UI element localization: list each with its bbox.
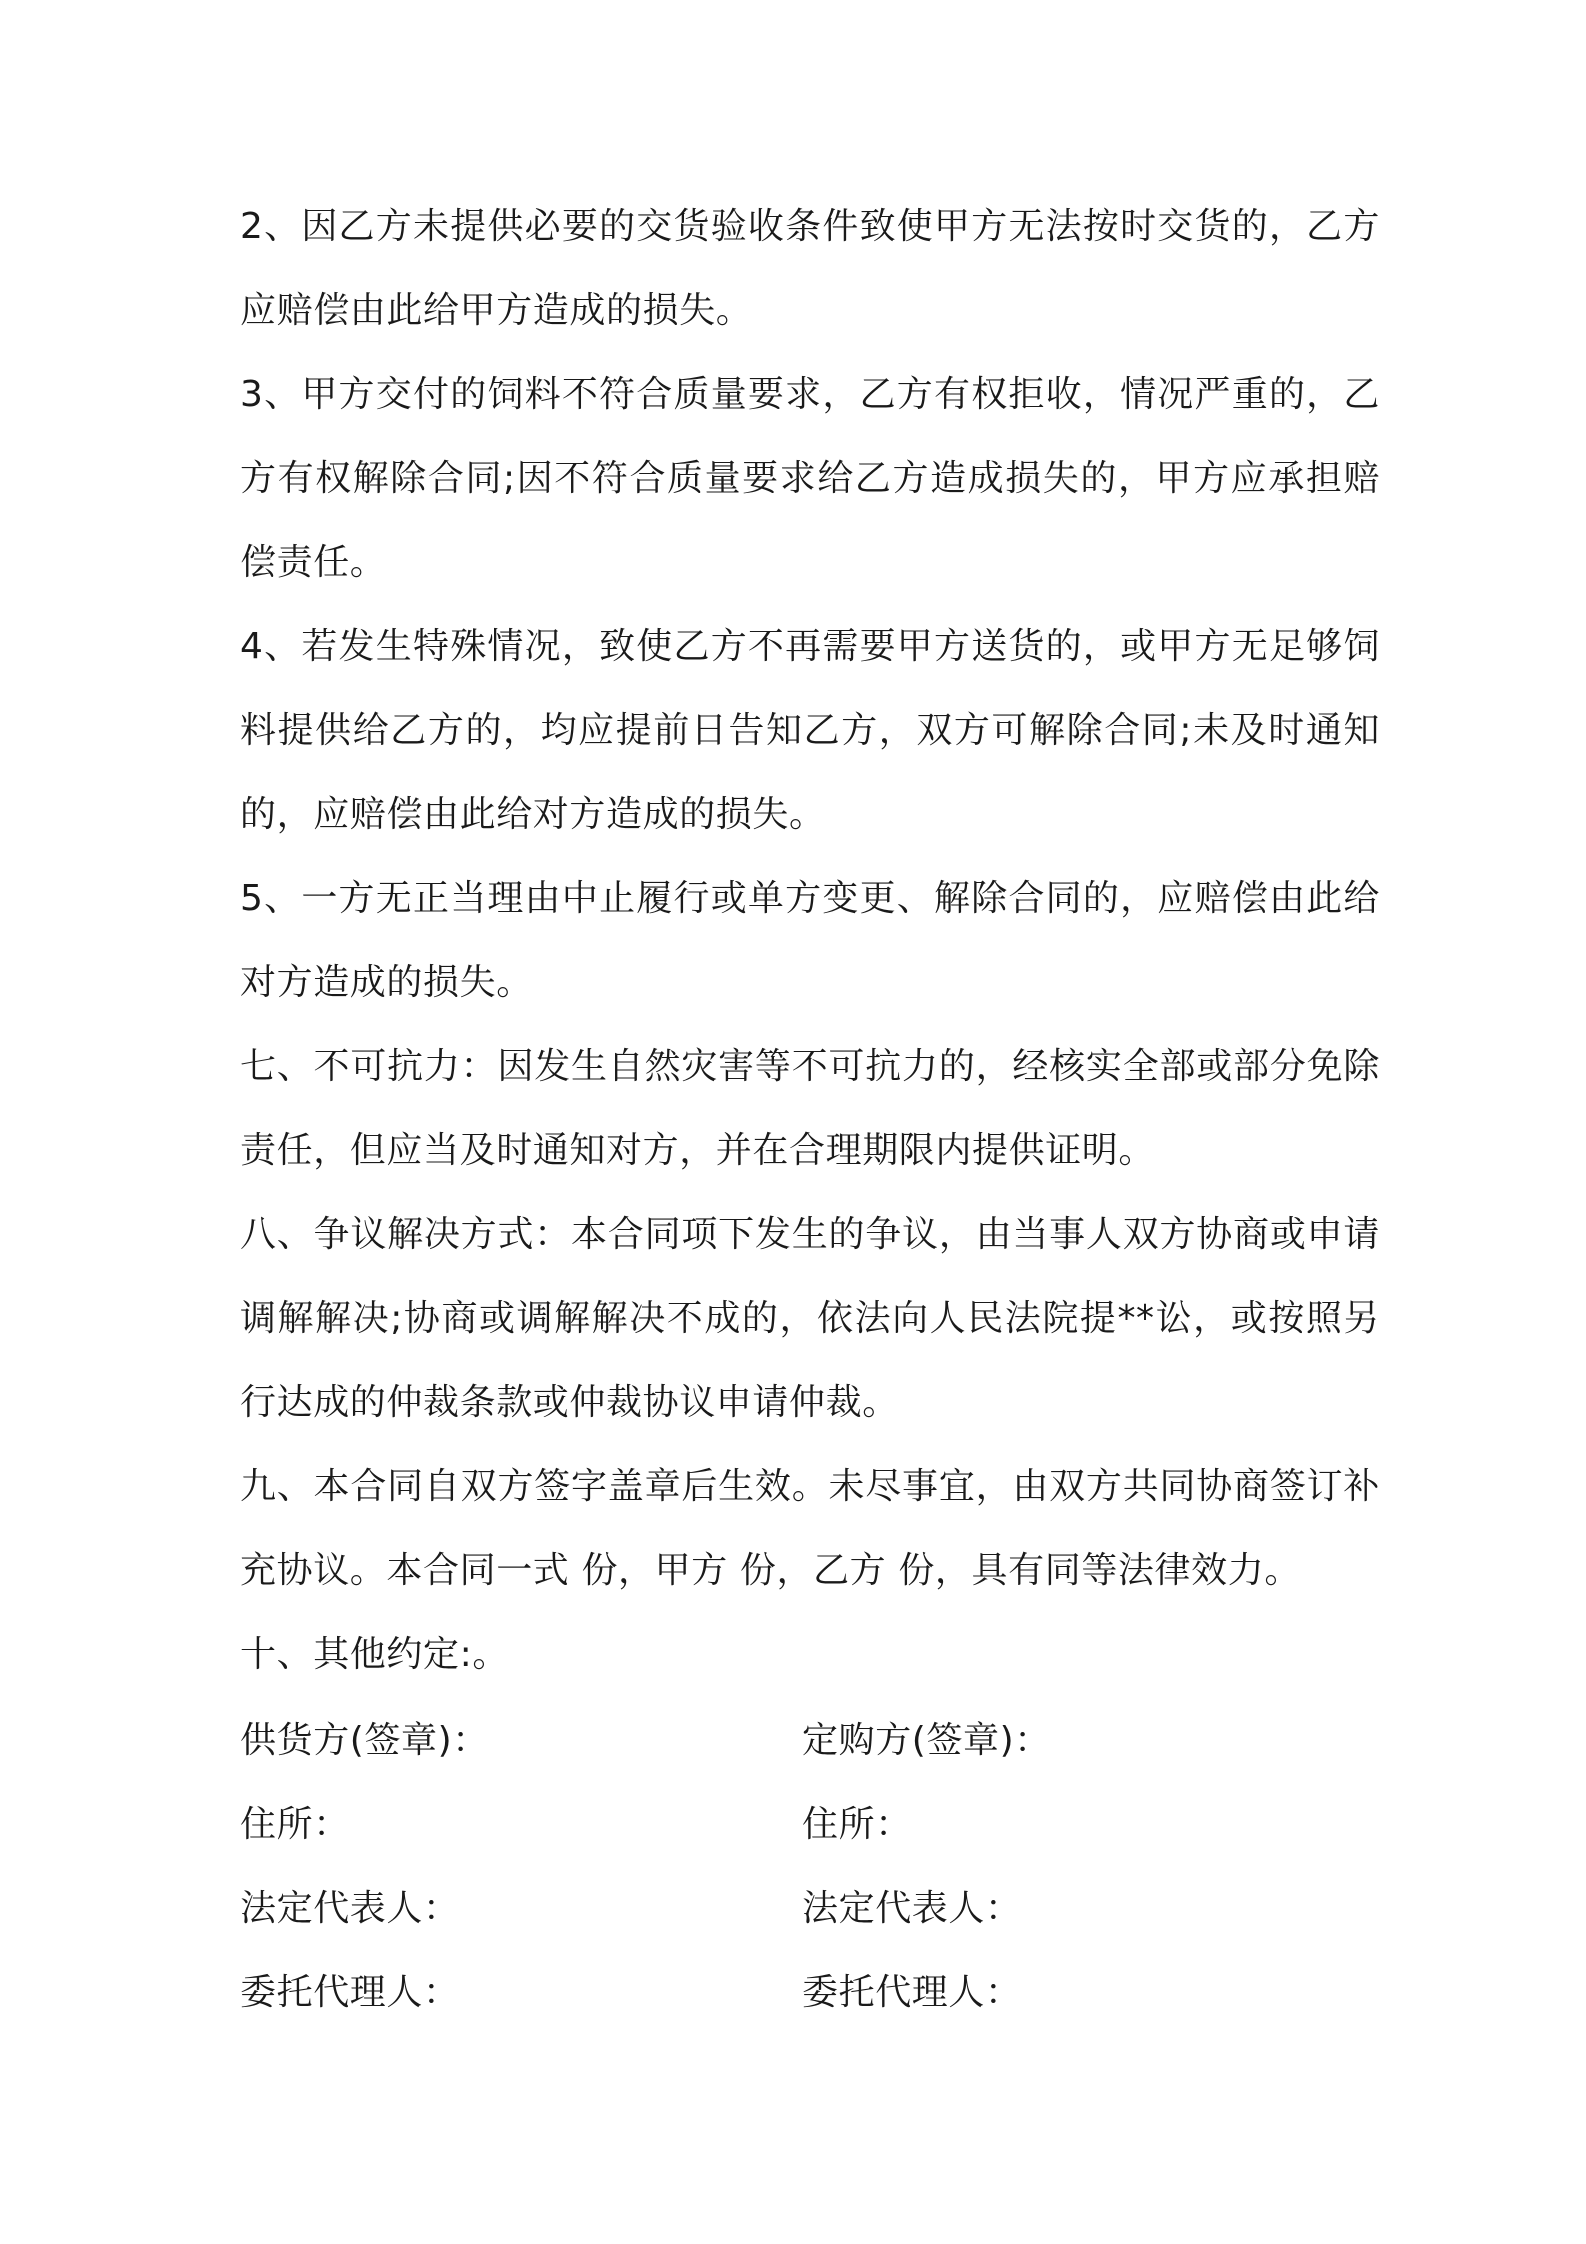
supplier-address-label: 住所： xyxy=(240,1803,350,1845)
contract-body xyxy=(240,185,1380,1697)
buyer-agent-label: 委托代理人： xyxy=(802,1971,1022,2013)
clause-5: 5、一方无正当理由中止履行或单方变更、解除合同的，应赔偿由此给对方造成的损失。 xyxy=(240,878,1380,1003)
section-force-majeure: 七、不可抗力：因发生自然灾害等不可抗力的，经核实全部或部分免除责任，但应当及时通知对方，并在合理期限内提供证明。 xyxy=(240,1046,1380,1171)
section-dispute-resolution: 八、争议解决方式：本合同项下发生的争议，由当事人双方协商或申请调解解决;协商或调解解决不成的，依法向人民法院提**讼，或按照另行达成的仲裁条款或仲裁协议申请仲裁。 xyxy=(240,1214,1380,1423)
signature-block xyxy=(240,1695,1380,2031)
section-effectiveness: 九、本合同自双方签字盖章后生效。未尽事宜，由双方共同协商签订补充协议。本合同一式 份，甲方 份，乙方 份，具有同等法律效力。 xyxy=(240,1466,1380,1591)
section-other-agreements: 十、其他约定:。 xyxy=(240,1634,509,1675)
buyer-address-label: 住所： xyxy=(802,1803,912,1845)
clause-4: 4、若发生特殊情况，致使乙方不再需要甲方送货的，或甲方无足够饲料提供给乙方的，均应提前日告知乙方，双方可解除合同;未及时通知的，应赔偿由此给对方造成的损失。 xyxy=(240,626,1380,835)
supplier-agent-label: 委托代理人： xyxy=(240,1971,460,2013)
supplier-legal-rep-label: 法定代表人： xyxy=(240,1887,460,1929)
signature-row-legal-rep xyxy=(240,1863,1380,1947)
buyer-legal-rep-label: 法定代表人： xyxy=(802,1887,1022,1929)
clause-2: 2、因乙方未提供必要的交货验收条件致使甲方无法按时交货的，乙方应赔偿由此给甲方造成的损失。 xyxy=(240,206,1380,331)
supplier-seal-label: 供货方(签章)： xyxy=(240,1719,489,1761)
signature-row-agent xyxy=(240,1947,1380,2031)
signature-row-address xyxy=(240,1779,1380,1863)
clause-3: 3、甲方交付的饲料不符合质量要求，乙方有权拒收，情况严重的，乙方有权解除合同;因不符合质量要求给乙方造成损失的，甲方应承担赔偿责任。 xyxy=(240,374,1380,583)
signature-row-seal xyxy=(240,1695,1380,1779)
buyer-seal-label: 定购方(签章)： xyxy=(802,1719,1051,1761)
